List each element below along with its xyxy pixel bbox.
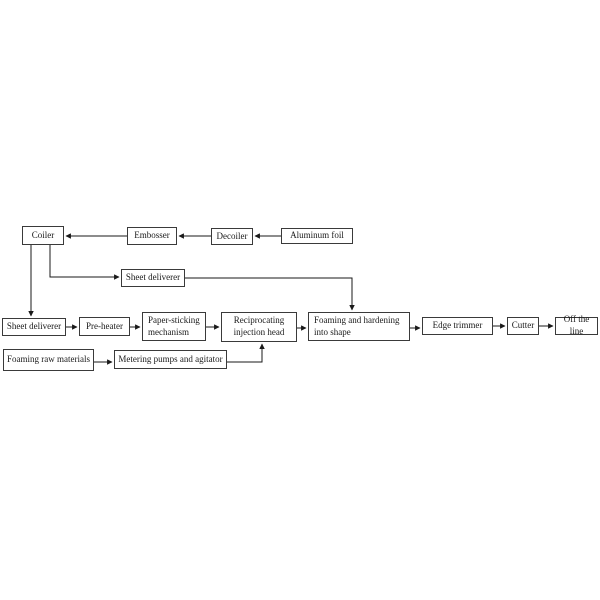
edge-sheet-deliverer-upper-to-foaming-hardening [185,278,352,310]
node-sheet-deliverer-upper: Sheet deliverer [121,269,185,287]
node-cutter: Cutter [507,317,539,335]
node-pre-heater: Pre-heater [79,317,130,336]
edge-coiler-to-sheet-deliverer-upper [50,245,119,277]
node-metering-pumps: Metering pumps and agitator [114,350,227,369]
edge-metering-pumps-to-reciprocating-injection-head [227,344,262,362]
node-reciprocating-injection-head: Reciprocating injection head [221,312,297,342]
node-embosser: Embosser [127,227,177,245]
node-aluminum-foil: Aluminum foil [281,228,353,244]
node-foaming-raw-materials: Foaming raw materials [3,349,94,371]
node-edge-trimmer: Edge trimmer [422,317,493,335]
node-coiler: Coiler [22,226,64,245]
node-foaming-hardening: Foaming and hardening into shape [308,312,410,341]
node-off-the-line: Off the line [555,317,598,335]
node-sheet-deliverer-lower: Sheet deliverer [2,318,66,336]
node-decoiler: Decoiler [211,228,253,245]
node-paper-sticking-mechanism: Paper-sticking mechanism [142,312,206,341]
